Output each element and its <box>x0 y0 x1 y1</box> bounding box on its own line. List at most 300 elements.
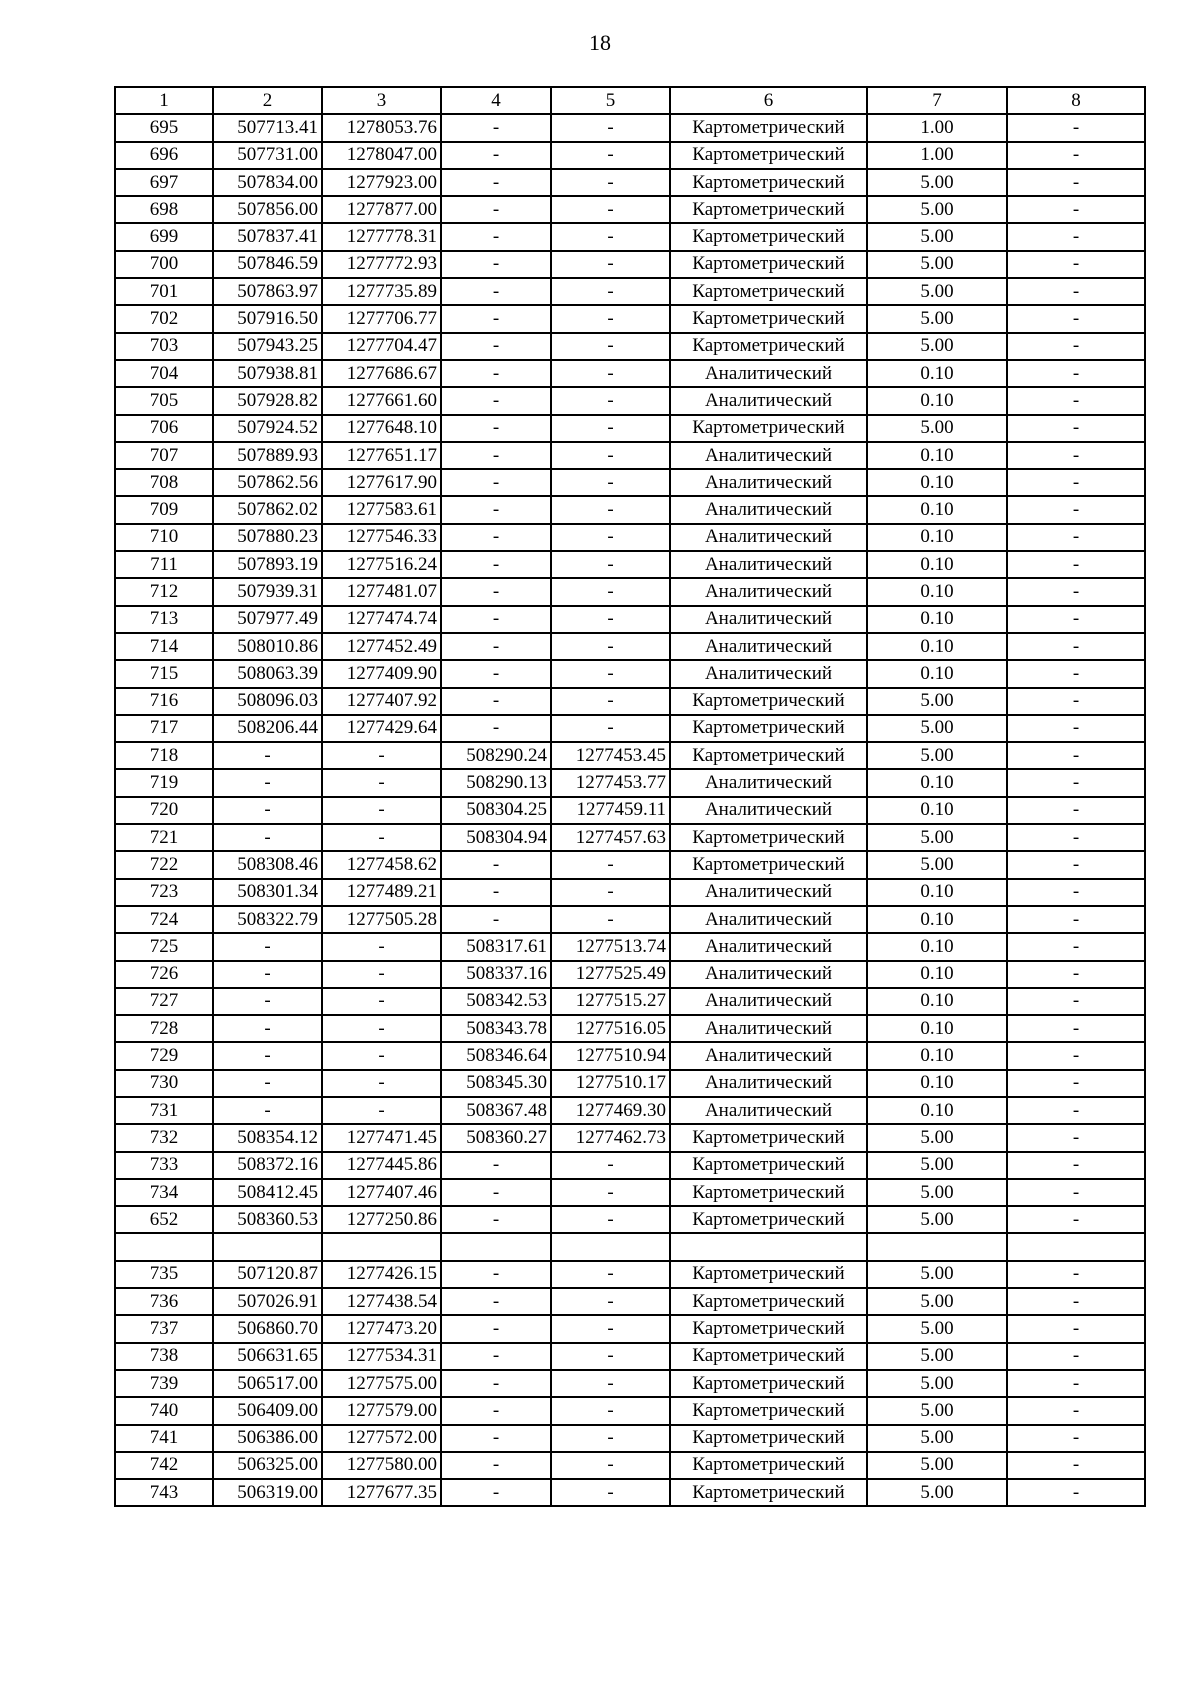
table-cell: - <box>322 1070 441 1097</box>
table-cell: - <box>551 305 670 332</box>
table-cell: 707 <box>115 442 213 469</box>
table-cell <box>867 1233 1007 1260</box>
table-cell: 704 <box>115 360 213 387</box>
table-cell: Картометрический <box>670 114 867 141</box>
table-cell: 507862.56 <box>213 469 322 496</box>
table-cell: - <box>551 251 670 278</box>
table-cell: - <box>441 169 551 196</box>
table-cell: - <box>441 142 551 169</box>
table-cell: 719 <box>115 769 213 796</box>
table-row <box>115 169 1145 196</box>
page-number: 18 <box>589 30 611 55</box>
table-cell: 1277462.73 <box>551 1124 670 1151</box>
table-row <box>115 742 1145 769</box>
table-cell: - <box>213 1070 322 1097</box>
table-cell: 1277516.24 <box>322 551 441 578</box>
table-row <box>115 469 1145 496</box>
table-row <box>115 415 1145 442</box>
table-cell: 1277778.31 <box>322 223 441 250</box>
table-cell: - <box>1007 360 1145 387</box>
table-cell: Аналитический <box>670 524 867 551</box>
table-cell: - <box>1007 660 1145 687</box>
table-cell: 5.00 <box>867 1425 1007 1452</box>
table-cell: - <box>441 1397 551 1424</box>
table-cell: - <box>1007 496 1145 523</box>
table-cell: Картометрический <box>670 1124 867 1151</box>
table-cell: Картометрический <box>670 1370 867 1397</box>
table-cell: 507713.41 <box>213 114 322 141</box>
table-cell: - <box>551 1152 670 1179</box>
table-cell: Картометрический <box>670 333 867 360</box>
table-cell: - <box>322 824 441 851</box>
table-cell: 0.10 <box>867 769 1007 796</box>
table-cell: Аналитический <box>670 551 867 578</box>
table-cell: 712 <box>115 578 213 605</box>
table-cell: 5.00 <box>867 1397 1007 1424</box>
table-cell: 1277617.90 <box>322 469 441 496</box>
table-cell: 507889.93 <box>213 442 322 469</box>
table-cell: Аналитический <box>670 1015 867 1042</box>
table-cell: 718 <box>115 742 213 769</box>
table-cell: - <box>1007 1152 1145 1179</box>
table-cell: - <box>213 1042 322 1069</box>
table-cell: 507834.00 <box>213 169 322 196</box>
table-row <box>115 851 1145 878</box>
table-cell: Картометрический <box>670 688 867 715</box>
table-cell: - <box>1007 824 1145 851</box>
table-cell: - <box>441 305 551 332</box>
table-row <box>115 578 1145 605</box>
table-cell: 1277489.21 <box>322 879 441 906</box>
table-cell: 732 <box>115 1124 213 1151</box>
table-cell: 508367.48 <box>441 1097 551 1124</box>
table-cell: Картометрический <box>670 1206 867 1233</box>
table-cell: - <box>441 223 551 250</box>
table-row <box>115 114 1145 141</box>
table-cell: - <box>1007 114 1145 141</box>
table-cell: 652 <box>115 1206 213 1233</box>
table-cell: Картометрический <box>670 142 867 169</box>
table-cell: - <box>441 851 551 878</box>
table-cell: 722 <box>115 851 213 878</box>
table-cell <box>322 1233 441 1260</box>
table-row <box>115 1479 1145 1506</box>
table-cell: - <box>551 333 670 360</box>
table-cell: 507938.81 <box>213 360 322 387</box>
table-row <box>115 633 1145 660</box>
table-cell: - <box>551 442 670 469</box>
table-cell: - <box>322 742 441 769</box>
table-cell: 1277515.27 <box>551 988 670 1015</box>
table-cell: - <box>551 906 670 933</box>
table-cell: 735 <box>115 1261 213 1288</box>
table-cell: 1277453.45 <box>551 742 670 769</box>
table-cell: Аналитический <box>670 469 867 496</box>
table-cell: 729 <box>115 1042 213 1069</box>
table-cell: 1277580.00 <box>322 1452 441 1479</box>
table-cell: 5.00 <box>867 851 1007 878</box>
table-cell: 727 <box>115 988 213 1015</box>
table-cell: Картометрический <box>670 1152 867 1179</box>
table-cell: 5.00 <box>867 688 1007 715</box>
table-cell: 1277510.17 <box>551 1070 670 1097</box>
table-cell: 710 <box>115 524 213 551</box>
table-cell: Аналитический <box>670 769 867 796</box>
table-row <box>115 1124 1145 1151</box>
table-cell: 1277572.00 <box>322 1425 441 1452</box>
table-cell: 1277250.86 <box>322 1206 441 1233</box>
table-cell: - <box>441 1479 551 1506</box>
table-row <box>115 1015 1145 1042</box>
table-cell: 1277534.31 <box>322 1343 441 1370</box>
table-cell: - <box>441 715 551 742</box>
table-cell: - <box>322 1097 441 1124</box>
table-cell: 507862.02 <box>213 496 322 523</box>
table-cell: - <box>551 633 670 660</box>
table-cell: - <box>1007 1479 1145 1506</box>
table-cell: - <box>441 1370 551 1397</box>
table-cell: 700 <box>115 251 213 278</box>
table-row <box>115 1397 1145 1424</box>
table-cell: - <box>1007 1397 1145 1424</box>
table-cell: 737 <box>115 1315 213 1342</box>
table-cell: 508063.39 <box>213 660 322 687</box>
table-cell: - <box>1007 415 1145 442</box>
table-cell: - <box>441 278 551 305</box>
table-cell: - <box>322 1015 441 1042</box>
table-row <box>115 496 1145 523</box>
table-cell: 5.00 <box>867 742 1007 769</box>
table-cell: - <box>551 223 670 250</box>
table-cell: - <box>1007 906 1145 933</box>
header-cell: 7 <box>867 87 1007 114</box>
table-row <box>115 933 1145 960</box>
table-cell: - <box>551 469 670 496</box>
table-cell: 5.00 <box>867 333 1007 360</box>
table-cell: - <box>1007 524 1145 551</box>
table-cell: Картометрический <box>670 1179 867 1206</box>
table-cell: - <box>551 851 670 878</box>
table-cell: 1277772.93 <box>322 251 441 278</box>
table-cell: 695 <box>115 114 213 141</box>
table-cell: - <box>1007 1315 1145 1342</box>
table-cell: Аналитический <box>670 387 867 414</box>
table-cell: 716 <box>115 688 213 715</box>
table-row <box>115 1452 1145 1479</box>
table-cell: - <box>441 1452 551 1479</box>
table-cell: Картометрический <box>670 1479 867 1506</box>
table-cell: - <box>1007 879 1145 906</box>
table-cell: - <box>1007 742 1145 769</box>
table-cell: Аналитический <box>670 660 867 687</box>
header-cell: 1 <box>115 87 213 114</box>
table-row <box>115 1070 1145 1097</box>
table-cell: - <box>1007 223 1145 250</box>
table-cell: - <box>441 196 551 223</box>
table-cell: - <box>213 1015 322 1042</box>
table-cell: 5.00 <box>867 223 1007 250</box>
table-cell: - <box>322 1042 441 1069</box>
table-cell: 1277459.11 <box>551 797 670 824</box>
table-cell: - <box>551 879 670 906</box>
table-cell: - <box>551 1425 670 1452</box>
table-cell: - <box>1007 169 1145 196</box>
table-cell: 728 <box>115 1015 213 1042</box>
table-cell: 0.10 <box>867 524 1007 551</box>
table-cell: 5.00 <box>867 715 1007 742</box>
table-cell: 5.00 <box>867 1288 1007 1315</box>
table-cell: 507928.82 <box>213 387 322 414</box>
table-cell: 508096.03 <box>213 688 322 715</box>
table-cell: - <box>1007 1179 1145 1206</box>
table-row <box>115 551 1145 578</box>
table-cell: 508345.30 <box>441 1070 551 1097</box>
table-cell: 1277458.62 <box>322 851 441 878</box>
table-cell: - <box>1007 715 1145 742</box>
table-cell: - <box>1007 469 1145 496</box>
table-cell: 721 <box>115 824 213 851</box>
table-cell: 706 <box>115 415 213 442</box>
table-cell: 5.00 <box>867 169 1007 196</box>
table-cell: 743 <box>115 1479 213 1506</box>
table-cell: 0.10 <box>867 1015 1007 1042</box>
table-cell: Картометрический <box>670 1452 867 1479</box>
table-cell: 0.10 <box>867 1042 1007 1069</box>
table-cell: 508343.78 <box>441 1015 551 1042</box>
table-cell: 730 <box>115 1070 213 1097</box>
table-cell: - <box>551 169 670 196</box>
table-cell: 0.10 <box>867 961 1007 988</box>
table-cell: 0.10 <box>867 442 1007 469</box>
table-cell: - <box>441 333 551 360</box>
table-cell: - <box>441 879 551 906</box>
table-cell: - <box>551 387 670 414</box>
table-cell: - <box>1007 551 1145 578</box>
table-cell: - <box>1007 851 1145 878</box>
table-cell: 508304.25 <box>441 797 551 824</box>
table-cell: Картометрический <box>670 742 867 769</box>
table-cell: 507846.59 <box>213 251 322 278</box>
table-cell: - <box>322 933 441 960</box>
table-cell: Аналитический <box>670 797 867 824</box>
table-cell: 709 <box>115 496 213 523</box>
table-cell: 1.00 <box>867 142 1007 169</box>
table-cell: - <box>1007 278 1145 305</box>
table-cell: Аналитический <box>670 988 867 1015</box>
table-cell: - <box>213 1097 322 1124</box>
table-row <box>115 906 1145 933</box>
table-cell: 1277686.67 <box>322 360 441 387</box>
table-cell: 0.10 <box>867 578 1007 605</box>
table-cell: Аналитический <box>670 633 867 660</box>
table-cell: 733 <box>115 1152 213 1179</box>
table-row <box>115 196 1145 223</box>
table-cell: 507939.31 <box>213 578 322 605</box>
table-cell: Картометрический <box>670 824 867 851</box>
table-cell: 0.10 <box>867 606 1007 633</box>
table-cell: - <box>1007 1206 1145 1233</box>
table-cell: 506386.00 <box>213 1425 322 1452</box>
table-cell: - <box>551 551 670 578</box>
table-cell: 506860.70 <box>213 1315 322 1342</box>
table-cell: 734 <box>115 1179 213 1206</box>
table-cell: 1277429.64 <box>322 715 441 742</box>
table-cell: - <box>441 1152 551 1179</box>
table-cell: - <box>551 1288 670 1315</box>
table-cell: 5.00 <box>867 1179 1007 1206</box>
table-cell: 1277474.74 <box>322 606 441 633</box>
table-cell: 5.00 <box>867 824 1007 851</box>
table-row <box>115 1261 1145 1288</box>
table-cell: 507837.41 <box>213 223 322 250</box>
table-cell: Картометрический <box>670 305 867 332</box>
header-cell: 6 <box>670 87 867 114</box>
table-cell: - <box>1007 1261 1145 1288</box>
table-cell: - <box>441 551 551 578</box>
table-cell: 508360.27 <box>441 1124 551 1151</box>
table-cell: 1277445.86 <box>322 1152 441 1179</box>
table-cell: Аналитический <box>670 360 867 387</box>
table-cell: - <box>551 278 670 305</box>
table-cell: 1277735.89 <box>322 278 441 305</box>
table-cell: 1277438.54 <box>322 1288 441 1315</box>
table-cell: 738 <box>115 1343 213 1370</box>
table-row <box>115 1179 1145 1206</box>
table-cell: - <box>1007 1288 1145 1315</box>
table-cell: 507026.91 <box>213 1288 322 1315</box>
table-cell: 506631.65 <box>213 1343 322 1370</box>
table-cell: - <box>1007 1452 1145 1479</box>
table-cell: 711 <box>115 551 213 578</box>
table-cell: 726 <box>115 961 213 988</box>
table-cell: 507856.00 <box>213 196 322 223</box>
table-cell: Картометрический <box>670 1315 867 1342</box>
table-cell: 508372.16 <box>213 1152 322 1179</box>
table-cell: - <box>551 660 670 687</box>
table-cell: 1277575.00 <box>322 1370 441 1397</box>
table-cell: - <box>441 660 551 687</box>
table-cell: - <box>1007 1097 1145 1124</box>
table-row <box>115 1042 1145 1069</box>
table-cell: Аналитический <box>670 933 867 960</box>
table-cell: - <box>551 578 670 605</box>
table-cell: 1277579.00 <box>322 1397 441 1424</box>
header-cell: 5 <box>551 87 670 114</box>
table-cell: - <box>441 1288 551 1315</box>
table-cell: 1.00 <box>867 114 1007 141</box>
table-cell: - <box>213 742 322 769</box>
table-cell: - <box>1007 1042 1145 1069</box>
table-cell: 708 <box>115 469 213 496</box>
table-row <box>115 1288 1145 1315</box>
table-cell: Картометрический <box>670 851 867 878</box>
table-cell: - <box>551 415 670 442</box>
table-cell: 507880.23 <box>213 524 322 551</box>
table-cell: 508317.61 <box>441 933 551 960</box>
table-cell: 1277452.49 <box>322 633 441 660</box>
table-cell: - <box>551 1370 670 1397</box>
table-cell: 507943.25 <box>213 333 322 360</box>
table-cell: 506409.00 <box>213 1397 322 1424</box>
table-cell: 5.00 <box>867 1206 1007 1233</box>
table-cell: - <box>551 1397 670 1424</box>
table-cell: 0.10 <box>867 879 1007 906</box>
table-row <box>115 251 1145 278</box>
table-cell: 741 <box>115 1425 213 1452</box>
table-cell: - <box>1007 387 1145 414</box>
table-cell: 1277525.49 <box>551 961 670 988</box>
table-cell: 739 <box>115 1370 213 1397</box>
table-cell: 0.10 <box>867 906 1007 933</box>
table-cell: - <box>441 1343 551 1370</box>
table-cell: 696 <box>115 142 213 169</box>
table-cell: - <box>441 415 551 442</box>
table-cell: 0.10 <box>867 988 1007 1015</box>
table-cell: - <box>441 114 551 141</box>
table-cell: 506319.00 <box>213 1479 322 1506</box>
table-cell: - <box>1007 688 1145 715</box>
table-body <box>115 114 1145 1506</box>
table-cell: 508010.86 <box>213 633 322 660</box>
table-cell: 1278047.00 <box>322 142 441 169</box>
table-cell: 508346.64 <box>441 1042 551 1069</box>
table-cell: Аналитический <box>670 879 867 906</box>
table-cell: - <box>1007 769 1145 796</box>
table-cell <box>670 1233 867 1260</box>
table-cell: - <box>551 496 670 523</box>
table-cell: Картометрический <box>670 278 867 305</box>
table-cell: - <box>441 360 551 387</box>
table-cell: - <box>441 1315 551 1342</box>
table-cell: 5.00 <box>867 1479 1007 1506</box>
table-cell: - <box>551 114 670 141</box>
table-cell: 731 <box>115 1097 213 1124</box>
table-cell: 508337.16 <box>441 961 551 988</box>
table-cell: 703 <box>115 333 213 360</box>
table-cell: 1277651.17 <box>322 442 441 469</box>
table-cell: 701 <box>115 278 213 305</box>
table-cell: - <box>1007 1070 1145 1097</box>
table-cell: - <box>551 360 670 387</box>
table-cell: - <box>213 797 322 824</box>
table-cell: 5.00 <box>867 305 1007 332</box>
table-cell: - <box>322 961 441 988</box>
table-cell: 0.10 <box>867 660 1007 687</box>
table-row <box>115 1343 1145 1370</box>
header-cell: 3 <box>322 87 441 114</box>
table-cell: Картометрический <box>670 1343 867 1370</box>
table-cell: - <box>441 469 551 496</box>
table-cell: 705 <box>115 387 213 414</box>
table-cell: 1277471.45 <box>322 1124 441 1151</box>
table-cell: Картометрический <box>670 1425 867 1452</box>
table-cell: 699 <box>115 223 213 250</box>
table-cell: - <box>1007 305 1145 332</box>
table-cell: 1277513.74 <box>551 933 670 960</box>
table-row <box>115 524 1145 551</box>
table-row <box>115 442 1145 469</box>
table-cell: - <box>441 906 551 933</box>
table-cell: 1277457.63 <box>551 824 670 851</box>
table-cell: 0.10 <box>867 551 1007 578</box>
header-cell: 8 <box>1007 87 1145 114</box>
table-cell: 1277426.15 <box>322 1261 441 1288</box>
table-cell: 5.00 <box>867 1343 1007 1370</box>
table-row <box>115 961 1145 988</box>
table-cell: - <box>551 688 670 715</box>
table-row <box>115 988 1145 1015</box>
table-cell: 508360.53 <box>213 1206 322 1233</box>
